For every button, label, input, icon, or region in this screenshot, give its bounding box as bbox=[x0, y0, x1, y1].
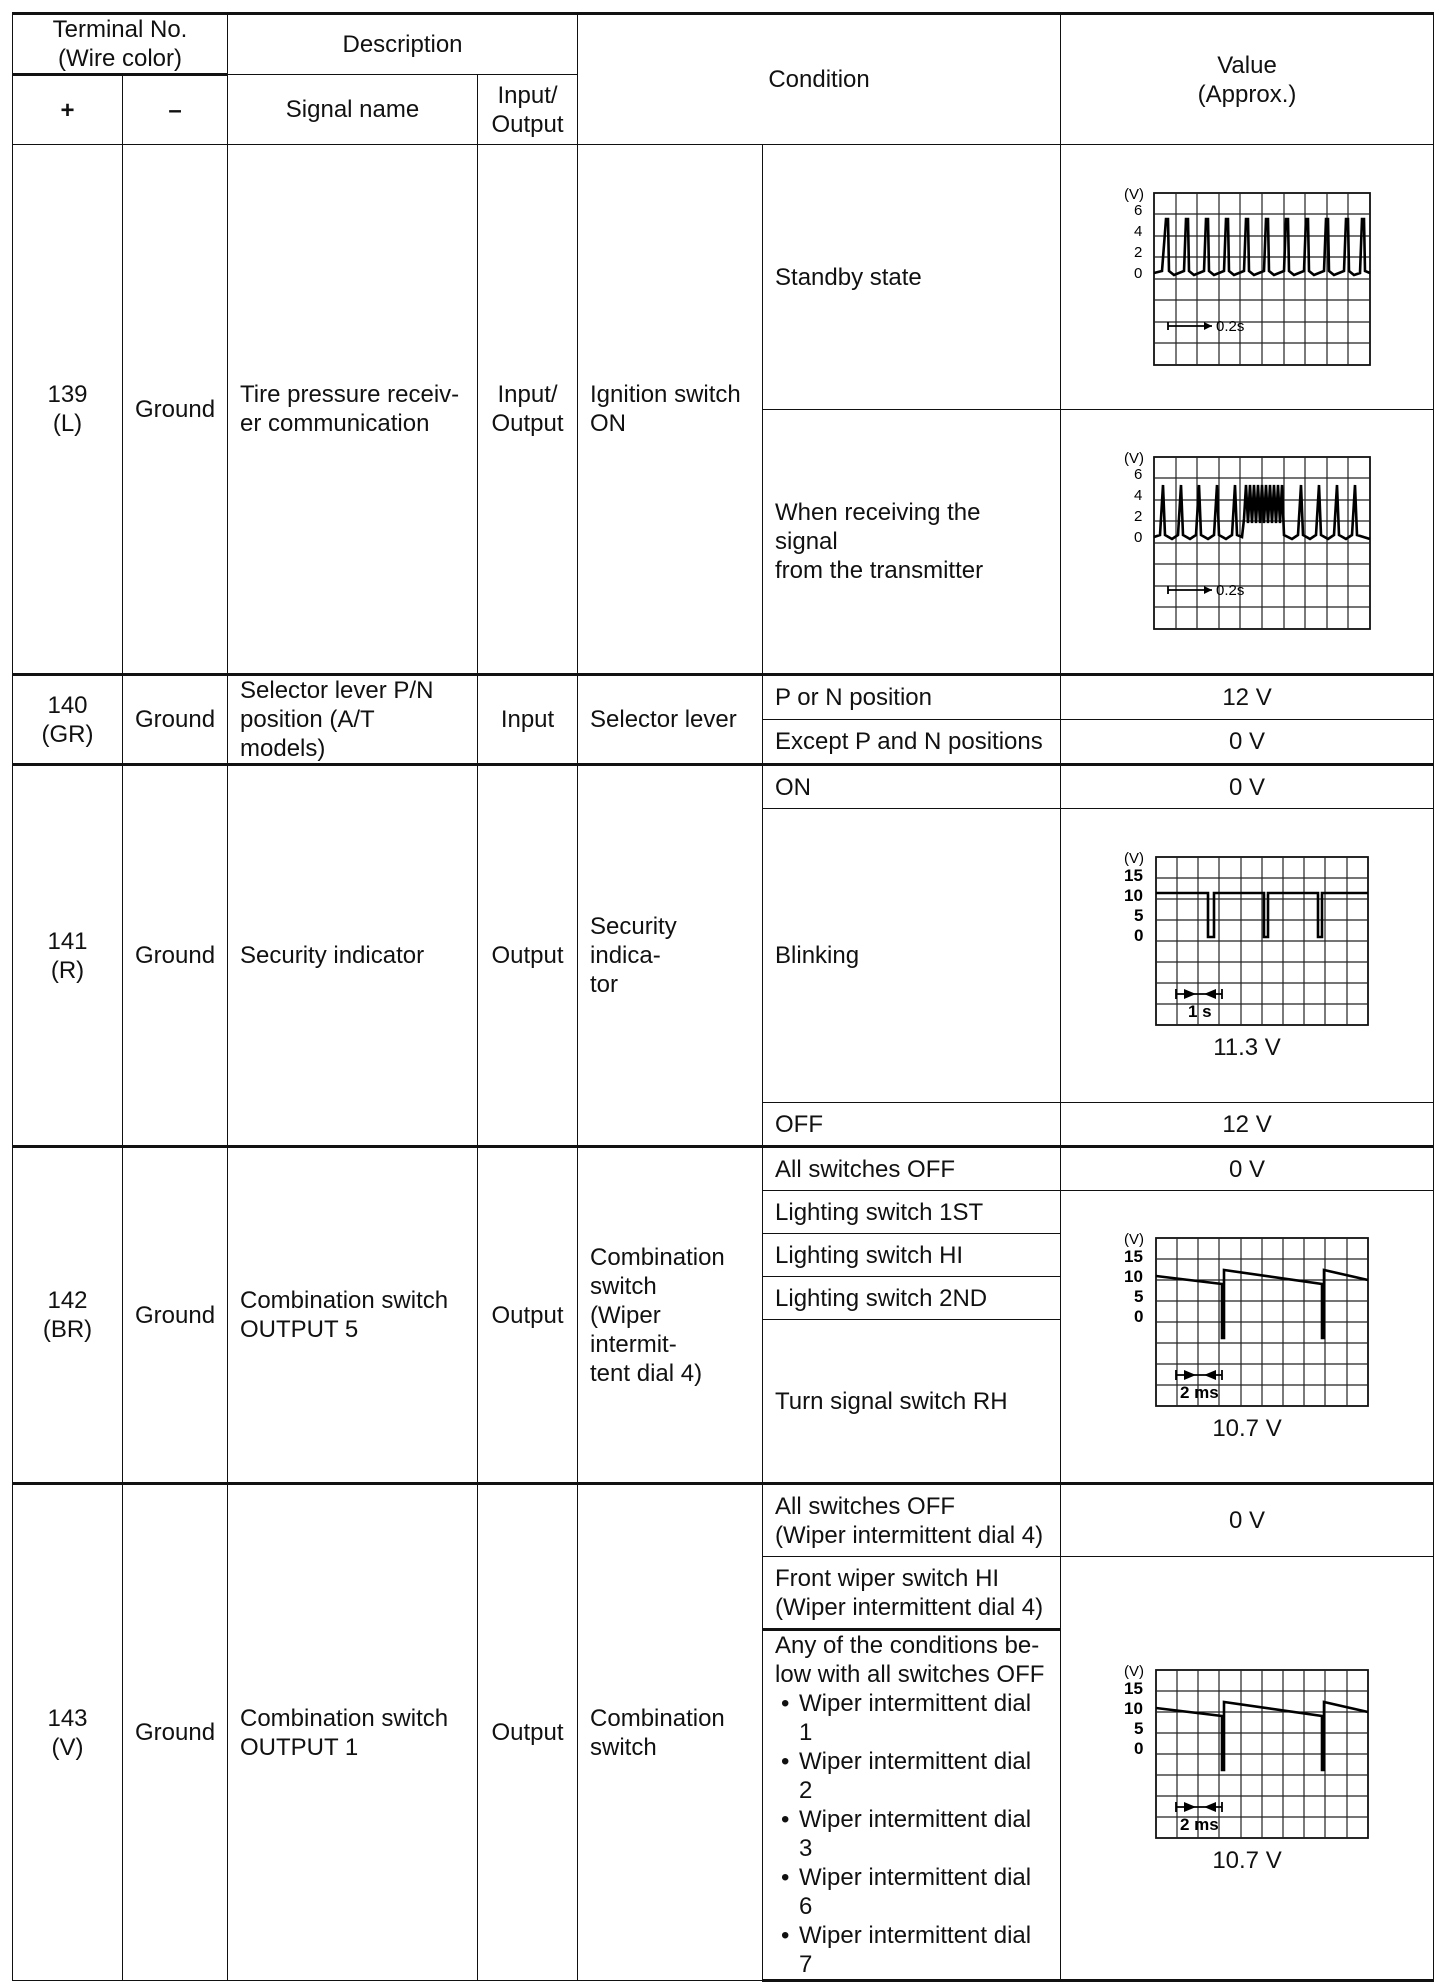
arrow-head bbox=[1204, 586, 1212, 594]
sub-condition-cell: Blinking bbox=[763, 809, 1061, 1103]
signal-line-2: OUTPUT 5 bbox=[240, 1316, 359, 1343]
axis-unit: (V) bbox=[1124, 1662, 1145, 1680]
signal-line-2: position (A/T models) bbox=[240, 706, 375, 762]
terminal-cell bbox=[13, 765, 123, 1147]
time-scale-label: 1 s bbox=[1188, 1002, 1212, 1021]
scope-grid bbox=[1154, 457, 1370, 629]
value-cell: 12 V bbox=[1061, 675, 1434, 720]
dial-list bbox=[775, 1689, 1048, 1979]
sub-condition-cell bbox=[763, 1557, 1061, 1630]
time-scale-label: 0.2s bbox=[1216, 582, 1245, 599]
sub-condition-cell: All switches OFF bbox=[763, 1147, 1061, 1191]
condition-line-1: Ignition switch bbox=[590, 381, 741, 408]
terminal-no-header bbox=[13, 14, 228, 75]
terminal-cell bbox=[13, 145, 123, 675]
scope-grid bbox=[1156, 1238, 1368, 1406]
y-tick: 4 bbox=[1134, 222, 1143, 240]
scope-grid bbox=[1156, 857, 1368, 1025]
y-tick: 15 bbox=[1124, 866, 1143, 885]
y-tick: 0 bbox=[1134, 529, 1143, 546]
terminal-cell bbox=[13, 1484, 123, 1981]
sub-condition-cell: OFF bbox=[763, 1103, 1061, 1147]
table-row-140 bbox=[13, 675, 1434, 720]
arrow-head bbox=[1184, 1370, 1196, 1380]
time-scale-label: 2 ms bbox=[1180, 1383, 1219, 1402]
time-scale-label: 2 ms bbox=[1180, 1814, 1219, 1834]
condition-cell bbox=[578, 1484, 763, 1981]
sub-condition-cell bbox=[763, 410, 1061, 675]
condition-line-2: (Wiper intermittent dial 4) bbox=[775, 1521, 1044, 1549]
io-line-2: Output bbox=[491, 410, 564, 437]
io-header-line-1: Input/ bbox=[497, 81, 558, 109]
io-cell: Output bbox=[478, 1484, 578, 1981]
value-cell bbox=[1061, 1557, 1434, 1981]
y-tick: 6 bbox=[1134, 201, 1143, 219]
voltage-value: 10.7 V bbox=[1212, 1846, 1282, 1874]
list-item: • Wiper intermittent dial 1 bbox=[775, 1689, 1048, 1747]
io-header-line-2: Output bbox=[491, 110, 564, 138]
terminal-table bbox=[12, 12, 1434, 1982]
signal-name-cell bbox=[228, 1147, 478, 1484]
value-cell: 12 V bbox=[1061, 1103, 1434, 1147]
oscilloscope-waveform-standby bbox=[1122, 185, 1372, 370]
terminal-number: 139 bbox=[47, 381, 88, 408]
wire-color: (GR) bbox=[41, 720, 94, 748]
value-cell bbox=[1061, 809, 1434, 1103]
condition-line-1: When receiving the signal bbox=[775, 499, 981, 555]
ground-cell: Ground bbox=[123, 1147, 228, 1484]
axis-unit: (V) bbox=[1124, 850, 1145, 867]
y-tick: 0 bbox=[1134, 926, 1144, 945]
y-tick: 5 bbox=[1134, 906, 1144, 925]
value-cell: 0 V bbox=[1061, 720, 1434, 765]
signal-name-header: Signal name bbox=[228, 75, 478, 145]
value-cell: 0 V bbox=[1061, 765, 1434, 809]
plus-header: + bbox=[13, 75, 123, 145]
scope-grid bbox=[1156, 1670, 1368, 1838]
arrow-head bbox=[1204, 989, 1216, 999]
condition-cell bbox=[578, 145, 763, 675]
signal-line-1: Combination switch bbox=[240, 1287, 449, 1314]
y-tick: 4 bbox=[1134, 487, 1143, 504]
list-item: • Wiper intermittent dial 3 bbox=[775, 1805, 1048, 1863]
y-tick: 0 bbox=[1134, 264, 1143, 282]
description-header: Description bbox=[228, 14, 578, 75]
axis-unit: (V) bbox=[1124, 1231, 1145, 1248]
io-cell: Output bbox=[478, 765, 578, 1147]
wire-color: (BR) bbox=[42, 1316, 93, 1343]
terminal-number: 141 bbox=[47, 927, 88, 955]
value-cell bbox=[1061, 145, 1434, 410]
arrow-head bbox=[1184, 1802, 1196, 1812]
ground-cell: Ground bbox=[123, 765, 228, 1147]
signal-name-cell bbox=[228, 675, 478, 765]
condition-line-1: Security indica- bbox=[590, 913, 677, 969]
sub-condition-cell: Standby state bbox=[763, 145, 1061, 410]
sub-condition-cell: ON bbox=[763, 765, 1061, 809]
sub-condition-cell: Lighting switch 1ST bbox=[763, 1191, 1061, 1234]
io-header bbox=[478, 75, 578, 145]
oscilloscope-waveform-receiving bbox=[1122, 449, 1372, 634]
list-item: • Wiper intermittent dial 7 bbox=[775, 1921, 1048, 1979]
oscilloscope-waveform-blinking bbox=[1122, 849, 1372, 1029]
arrow-head bbox=[1204, 1802, 1216, 1812]
arrow-head bbox=[1204, 1370, 1216, 1380]
sub-condition-cell bbox=[763, 1630, 1061, 1981]
signal-line-1: Combination switch bbox=[240, 1704, 449, 1732]
y-tick: 2 bbox=[1134, 243, 1143, 261]
value-label: Value bbox=[1217, 51, 1277, 79]
terminal-number: 143 bbox=[47, 1704, 88, 1732]
sub-condition-cell: Turn signal switch RH bbox=[763, 1320, 1061, 1484]
condition-line-1: Combination bbox=[590, 1704, 725, 1732]
condition-cell: Selector lever bbox=[578, 675, 763, 765]
terminal-cell bbox=[13, 675, 123, 765]
terminal-number: 140 bbox=[47, 691, 88, 719]
value-cell: 0 V bbox=[1061, 1484, 1434, 1557]
signal-name-cell bbox=[228, 1484, 478, 1981]
axis-unit: (V) bbox=[1124, 185, 1145, 203]
condition-line-2: switch bbox=[590, 1733, 657, 1761]
terminal-number: 142 bbox=[47, 1287, 88, 1314]
condition-line-1: Combination bbox=[590, 1243, 725, 1271]
condition-line-4: tent dial 4) bbox=[590, 1359, 703, 1387]
oscilloscope-waveform-output5 bbox=[1122, 1230, 1372, 1410]
terminal-no-label: Terminal No. bbox=[52, 16, 188, 43]
arrow-head bbox=[1184, 989, 1196, 999]
table-row-143 bbox=[13, 1484, 1434, 1557]
condition-line-2: from the transmitter bbox=[775, 557, 984, 584]
signal-name-cell bbox=[228, 145, 478, 675]
y-tick: 15 bbox=[1124, 1678, 1143, 1698]
sub-condition-cell: P or N position bbox=[763, 675, 1061, 720]
sub-condition-cell: Lighting switch 2ND bbox=[763, 1277, 1061, 1320]
wire-color: (L) bbox=[52, 410, 83, 437]
sub-condition-cell bbox=[763, 1484, 1061, 1557]
condition-line-3: (Wiper intermit- bbox=[590, 1301, 677, 1358]
value-cell: 0 V bbox=[1061, 1147, 1434, 1191]
io-line-1: Input/ bbox=[497, 381, 558, 408]
y-tick: 10 bbox=[1124, 1267, 1143, 1286]
signal-line-2: OUTPUT 1 bbox=[240, 1733, 359, 1761]
y-tick: 10 bbox=[1124, 1698, 1143, 1718]
condition-line-1: All switches OFF bbox=[775, 1492, 956, 1520]
signal-line-1: Selector lever P/N bbox=[240, 677, 434, 704]
ground-cell: Ground bbox=[123, 675, 228, 765]
wire-color: (V) bbox=[51, 1733, 84, 1761]
signal-line-2: er communication bbox=[240, 410, 430, 437]
wire-color-label: (Wire color) bbox=[58, 45, 182, 72]
minus-header: – bbox=[123, 75, 228, 145]
voltage-value: 10.7 V bbox=[1212, 1415, 1282, 1442]
value-cell bbox=[1061, 1191, 1434, 1484]
condition-line-1: Front wiper switch HI bbox=[775, 1564, 1000, 1592]
header-row bbox=[13, 14, 1434, 75]
axis-unit: (V) bbox=[1124, 450, 1145, 467]
condition-cell bbox=[578, 1147, 763, 1484]
signal-line-1: Tire pressure receiv- bbox=[240, 381, 460, 408]
arrow-head bbox=[1204, 322, 1212, 330]
table-row-141 bbox=[13, 765, 1434, 809]
ground-cell: Ground bbox=[123, 145, 228, 675]
condition-header: Condition bbox=[578, 14, 1061, 145]
y-tick: 2 bbox=[1134, 508, 1143, 525]
y-tick: 5 bbox=[1134, 1287, 1144, 1306]
voltage-value: 11.3 V bbox=[1213, 1034, 1281, 1061]
condition-line-2: tor bbox=[590, 971, 619, 998]
sub-condition-cell: Except P and N positions bbox=[763, 720, 1061, 765]
y-tick: 15 bbox=[1124, 1247, 1143, 1266]
value-cell bbox=[1061, 410, 1434, 675]
condition-line-2: ON bbox=[590, 410, 627, 437]
y-tick: 0 bbox=[1134, 1307, 1144, 1326]
ground-cell: Ground bbox=[123, 1484, 228, 1981]
table-row-142 bbox=[13, 1147, 1434, 1191]
oscilloscope-waveform-output1 bbox=[1122, 1662, 1372, 1842]
io-cell: Input bbox=[478, 675, 578, 765]
condition-line-1: Any of the conditions be- bbox=[775, 1632, 1040, 1659]
approx-label: (Approx.) bbox=[1197, 80, 1297, 108]
time-scale-label: 0.2s bbox=[1216, 317, 1245, 335]
terminal-cell bbox=[13, 1147, 123, 1484]
list-item: • Wiper intermittent dial 6 bbox=[775, 1863, 1048, 1921]
condition-line-2: (Wiper intermittent dial 4) bbox=[775, 1593, 1044, 1621]
wire-color: (R) bbox=[50, 956, 85, 984]
y-tick: 5 bbox=[1134, 1718, 1144, 1738]
io-cell bbox=[478, 145, 578, 675]
condition-line-2: switch bbox=[590, 1272, 657, 1300]
y-tick: 6 bbox=[1134, 466, 1143, 483]
condition-cell bbox=[578, 765, 763, 1147]
value-header bbox=[1061, 14, 1434, 145]
y-tick: 10 bbox=[1124, 886, 1143, 905]
signal-name-cell: Security indicator bbox=[228, 765, 478, 1147]
y-tick: 0 bbox=[1134, 1738, 1144, 1758]
condition-line-2: low with all switches OFF bbox=[775, 1661, 1045, 1688]
list-item: • Wiper intermittent dial 2 bbox=[775, 1747, 1048, 1805]
io-cell: Output bbox=[478, 1147, 578, 1484]
table-row-139 bbox=[13, 145, 1434, 410]
sub-condition-cell: Lighting switch HI bbox=[763, 1234, 1061, 1277]
